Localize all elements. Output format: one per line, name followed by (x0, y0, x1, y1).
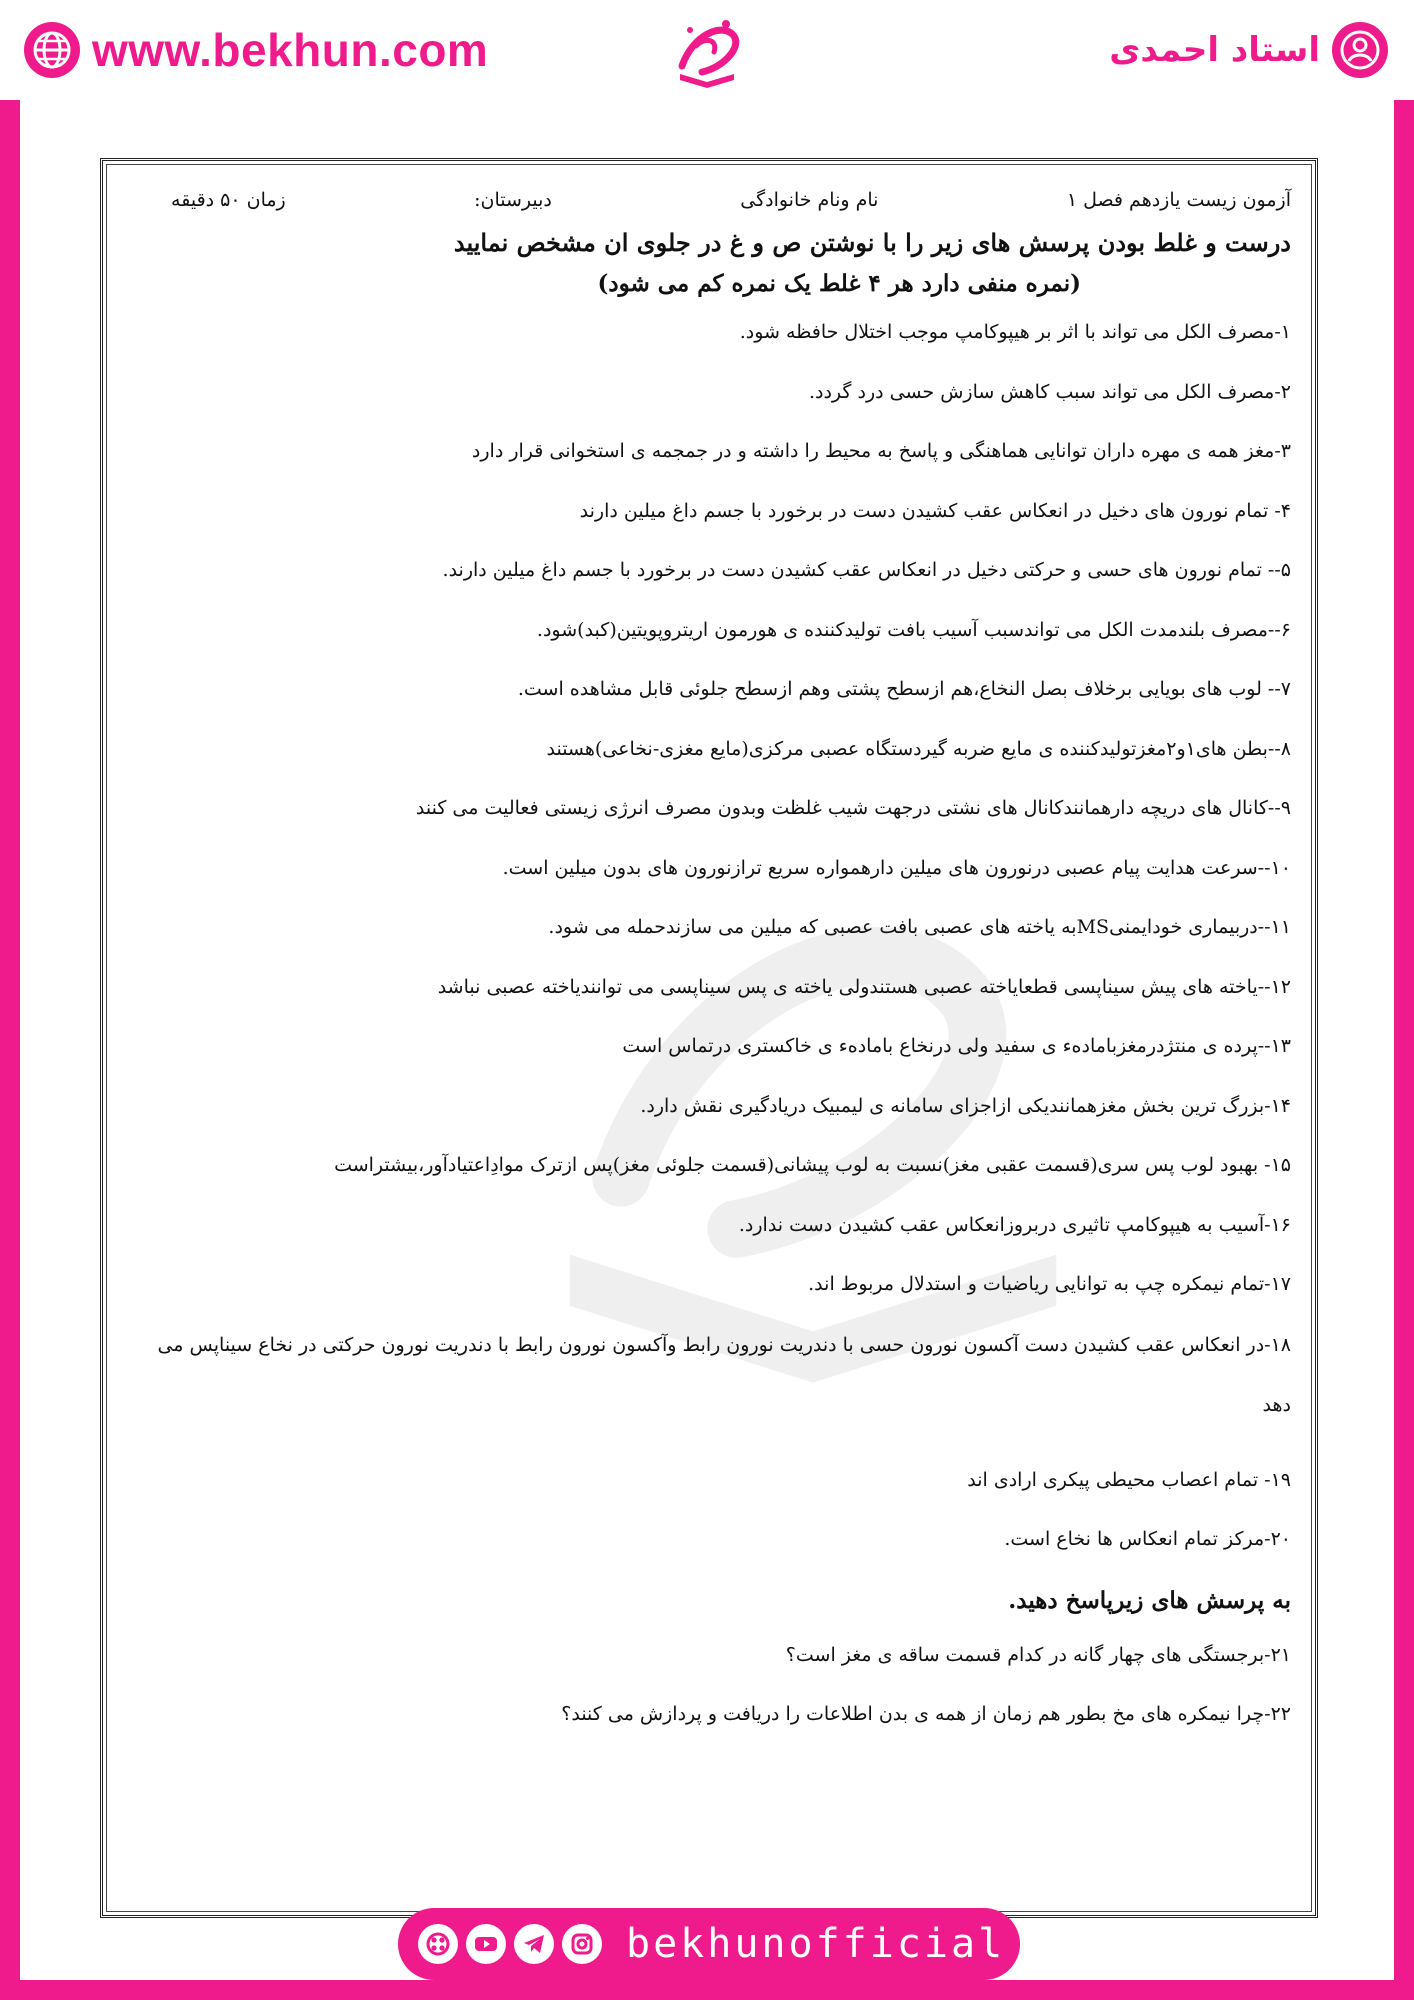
school-field-label: دبیرستان: (474, 189, 552, 211)
list-item: ۹--کانال های دریچه دارهمانندکانال های نشتی درجهت شیب غلظت وبدون مصرف انرژی زیستی فعالیت می کنند (415, 797, 1291, 819)
teacher-badge (1109, 20, 1388, 80)
name-field-label: نام ونام خانوادگی (740, 189, 879, 211)
list-item: ۳-مغز همه ی مهره داران توانایی هماهنگی و پاسخ به محیط را داشته و در جمجمه ی استخوانی قرار دارد (471, 440, 1291, 462)
telegram-icon[interactable] (514, 1924, 554, 1964)
list-item: ۱۳--پرده ی منتژدرمغزبامادهء ی سفید ولی درنخاع بامادهء ی خاکستری درتماس است (622, 1035, 1291, 1057)
question-item: ۲۱-برجستگی های چهار گانه در کدام قسمت ساقه ی مغز است؟ (785, 1643, 1291, 1666)
list-item: ۷-- لوب های بویایی برخلاف بصل النخاع،هم ازسطح پشتی وهم ازسطح جلوئی قابل مشاهده است. (517, 678, 1291, 700)
list-item: ۱-مصرف الکل می تواند با اثر بر هیپوکامپ موجب اختلال حافظه شود. (739, 321, 1291, 343)
user-icon (1332, 22, 1388, 78)
section1-heading: درست و غلط بودن پرسش های زیر را با نوشتن ص و غ در جلوی ان مشخص نمایید (453, 228, 1291, 257)
list-item: ۱۲--یاخته های پیش سیناپسی قطعایاخته عصبی هستندولی یاخته ی پس سیناپسی می توانندیاخته عصبی نباشد (437, 975, 1291, 998)
list-item: ۸--بطن های۱و۲مغزتولیدکننده ی مایع ضربه گیردستگاه عصبی مرکزی(مایع مغزی-نخاعی)هستند (546, 737, 1291, 760)
list-item: ۲۰-مرکز تمام انعکاس ها نخاع است. (1004, 1528, 1291, 1550)
website-url: www.bekhun.com (92, 24, 489, 76)
website-link[interactable] (24, 20, 488, 80)
list-item: ۱۸-در انعکاس عقب کشیدن دست آکسون نورون حسی با دندریت نورون رابط وآکسون نورون رابط با دندریت نورون حرکتی در نخاع سیناپس می دهد (157, 1333, 1291, 1416)
section1-note: (نمره منفی دارد هر ۴ غلط یک نمره کم می شود) (597, 270, 1081, 297)
list-item: ۱۰--سرعت هدایت پیام عصبی درنورون های میلین دارهمواره سریع ترازنورون های بدون میلین است. (502, 856, 1291, 879)
exam-sheet (100, 158, 1318, 1918)
list-item: ۱۴-بزرگ ترین بخش مغزهمانندیکی ازاجزای سامانه ی لیمبیک دریادگیری نقش دارد. (640, 1094, 1291, 1117)
social-handle: bekhunofficial (626, 1921, 1006, 1967)
list-item: ۱۷-تمام نیمکره چپ به توانایی ریاضیات و استدلال مربوط اند. (808, 1273, 1291, 1295)
true-false-list (123, 303, 1291, 1570)
social-bar (398, 1908, 1020, 1980)
list-item: ۱۱--دربیماری خودایمنیMSبه یاخته های عصبی بافت عصبی که میلین می سازندحمله می شود. (548, 916, 1291, 938)
exam-time: زمان ۵۰ دقیقه (171, 189, 286, 211)
list-item: ۴- تمام نورون های دخیل در انعکاس عقب کشیدن دست در برخورد با جسم داغ میلین دارند (579, 499, 1291, 522)
exam-title: آزمون زیست یازدهم فصل ۱ (1066, 189, 1291, 211)
question-item: ۲۲-چرا نیمکره های مخ بطور هم زمان از همه ی بدن اطلاعات را دریافت و پردازش می کنند؟ (561, 1702, 1291, 1725)
exam-content (123, 189, 1291, 1744)
list-item: ۱۵- بهبود لوب پس سری(قسمت عقبی مغز)نسبت به لوب پیشانی(قسمت جلوئی مغز)پس ازترک موادِاعتیادآور،بیشتراست (334, 1154, 1291, 1176)
aparat-icon[interactable] (418, 1924, 458, 1964)
instagram-icon[interactable] (562, 1924, 602, 1964)
section2-heading: به پرسش های زیرپاسخ دهید. (1008, 1586, 1291, 1614)
globe-icon (24, 22, 80, 78)
list-item: ۵-- تمام نورون های حسی و حرکتی دخیل در انعکاس عقب کشیدن دست در برخورد با جسم داغ میلین دارند. (442, 559, 1291, 581)
top-header (0, 0, 1414, 100)
youtube-icon[interactable] (466, 1924, 506, 1964)
brand-logo (662, 6, 752, 94)
list-item: ۲-مصرف الکل می تواند سبب کاهش سازش حسی درد گردد. (808, 380, 1291, 403)
list-item: ۱۶-آسیب به هیپوکامپ تاثیری دربروزانعکاس عقب کشیدن دست ندارد. (738, 1213, 1291, 1236)
list-item: ۶--مصرف بلندمدت الکل می تواندسبب آسیب بافت تولیدکننده ی هورمون اریتروپویتین(کبد)شود. (536, 618, 1291, 641)
exam-meta (123, 189, 1291, 211)
teacher-name: استاد احمدی (1109, 30, 1320, 70)
list-item: ۱۹- تمام اعصاب محیطی پیکری ارادی اند (967, 1468, 1291, 1491)
